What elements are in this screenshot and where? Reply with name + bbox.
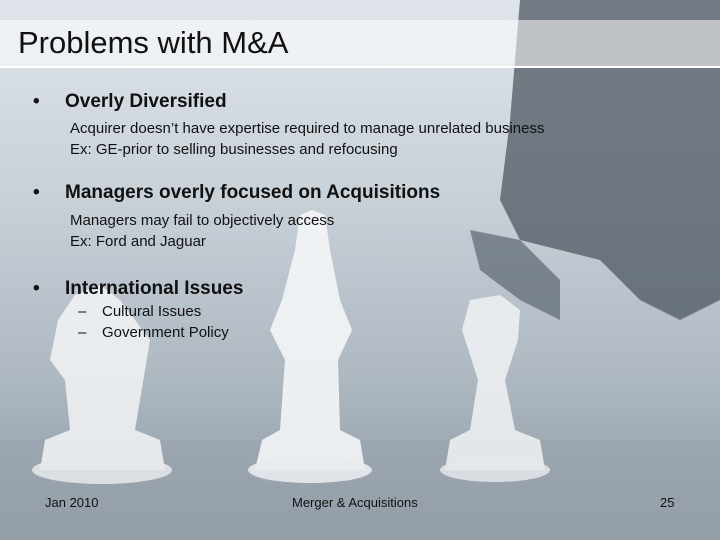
detail-text: Ex: GE-prior to selling businesses and refocusing <box>70 141 398 158</box>
bullet-item <box>0 91 227 113</box>
detail-text: Acquirer doesn’t have expertise required to manage unrelated business <box>70 120 545 137</box>
page-number: 25 <box>660 495 675 510</box>
detail-text: Managers may fail to objectively access <box>70 212 335 229</box>
sub-item <box>78 303 201 320</box>
sub-item <box>78 324 229 341</box>
dash-icon: – <box>78 303 87 320</box>
footer-title: Merger & Acquisitions <box>292 495 418 510</box>
bullet-icon: • <box>33 278 40 299</box>
bullet-icon: • <box>33 182 40 203</box>
footer-date: Jan 2010 <box>45 495 99 510</box>
sub-item-text: Cultural Issues <box>102 303 202 320</box>
bullet-text: Overly Diversified <box>65 91 227 112</box>
detail-text: Ex: Ford and Jaguar <box>70 233 206 250</box>
bullet-text: International Issues <box>65 278 244 299</box>
bullet-item <box>0 278 243 300</box>
bullet-icon: • <box>33 91 40 112</box>
dash-icon: – <box>78 324 87 341</box>
sub-item-text: Government Policy <box>102 324 229 341</box>
bullet-text: Managers overly focused on Acquisitions <box>65 182 441 203</box>
bullet-item <box>0 182 440 204</box>
page-title: Problems with M&A <box>18 25 289 60</box>
